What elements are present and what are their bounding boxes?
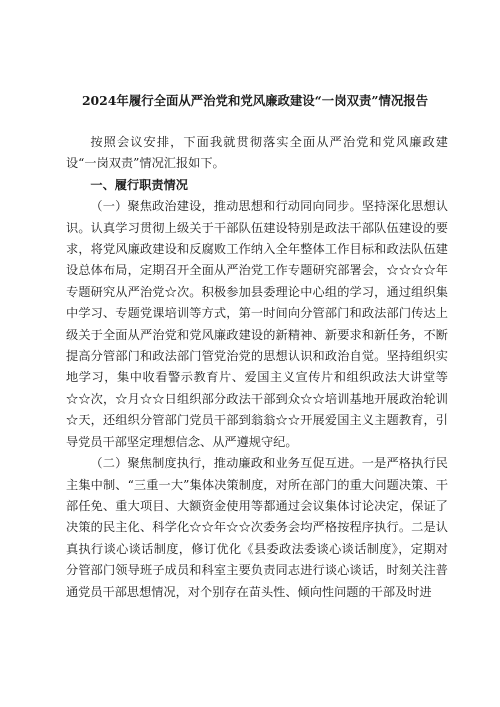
paragraph-political-building: （一）聚焦政治建设，推动思想和行动同向同步。坚持深化思想认识。认真学习贯彻上级关于干部队伍建设特别是政法干部队伍建设的要求，将党风廉政建设和反腐败工作纳入全年整体工作目标和政法队伍建设总体布局，定期召开全面从严治党工作专题研究部署会，☆☆☆☆年专题研究从严治党☆次。积极参加县委理论中心组的学习，通过组织集中学习、专题党课培训等方式，第一时间向分管部门和政法部门传达上级关于全面从严治党和党风廉政建设的新精神、新要求和新任务，不断提高分管部门和政法部门管党治党的思想认识和政治自觉。坚持组织实地学习，集中收看警示教育片、爱国主义宣传片和组织政法大讲堂等☆☆次，☆月☆☆日组织部分政法干部到众☆☆培训基地开展政治轮训☆天，还组织分管部门党员干部到翁翁☆☆开展爱国主义主题教育，引导党员干部坚定理想信念、从严遵规守纪。: [66, 199, 448, 449]
intro-paragraph: 按照会议安排，下面我就贯彻落实全面从严治党和党风廉政建设“一岗双责”情况汇报如下。: [66, 135, 448, 171]
report-title: 2024年履行全面从严治党和党风廉政建设“一岗双责”情况报告: [81, 93, 429, 108]
section-heading: 一、履行职责情况: [90, 177, 188, 192]
report-body: [66, 132, 448, 603]
paragraph-system-execution: （二）聚焦制度执行，推动廉政和业务互促互进。一是严格执行民主集中制、“三重一大”集体决策制度，对所在部门的重大问题决策、干部任免、重大项目、大额资金使用等都通过会议集体讨论决定，保证了决策的民主化、科学化☆☆年☆☆次委务会均严格按程序执行。二是认真执行谈心谈话制度，修订优化《县委政法委谈心谈话制度》，定期对分管部门领导班子成员和科室主要负责同志进行谈心谈话，时刻关注普通党员干部思想情况，对个别存在苗头性、倾向性问题的干部及时进: [66, 456, 448, 599]
